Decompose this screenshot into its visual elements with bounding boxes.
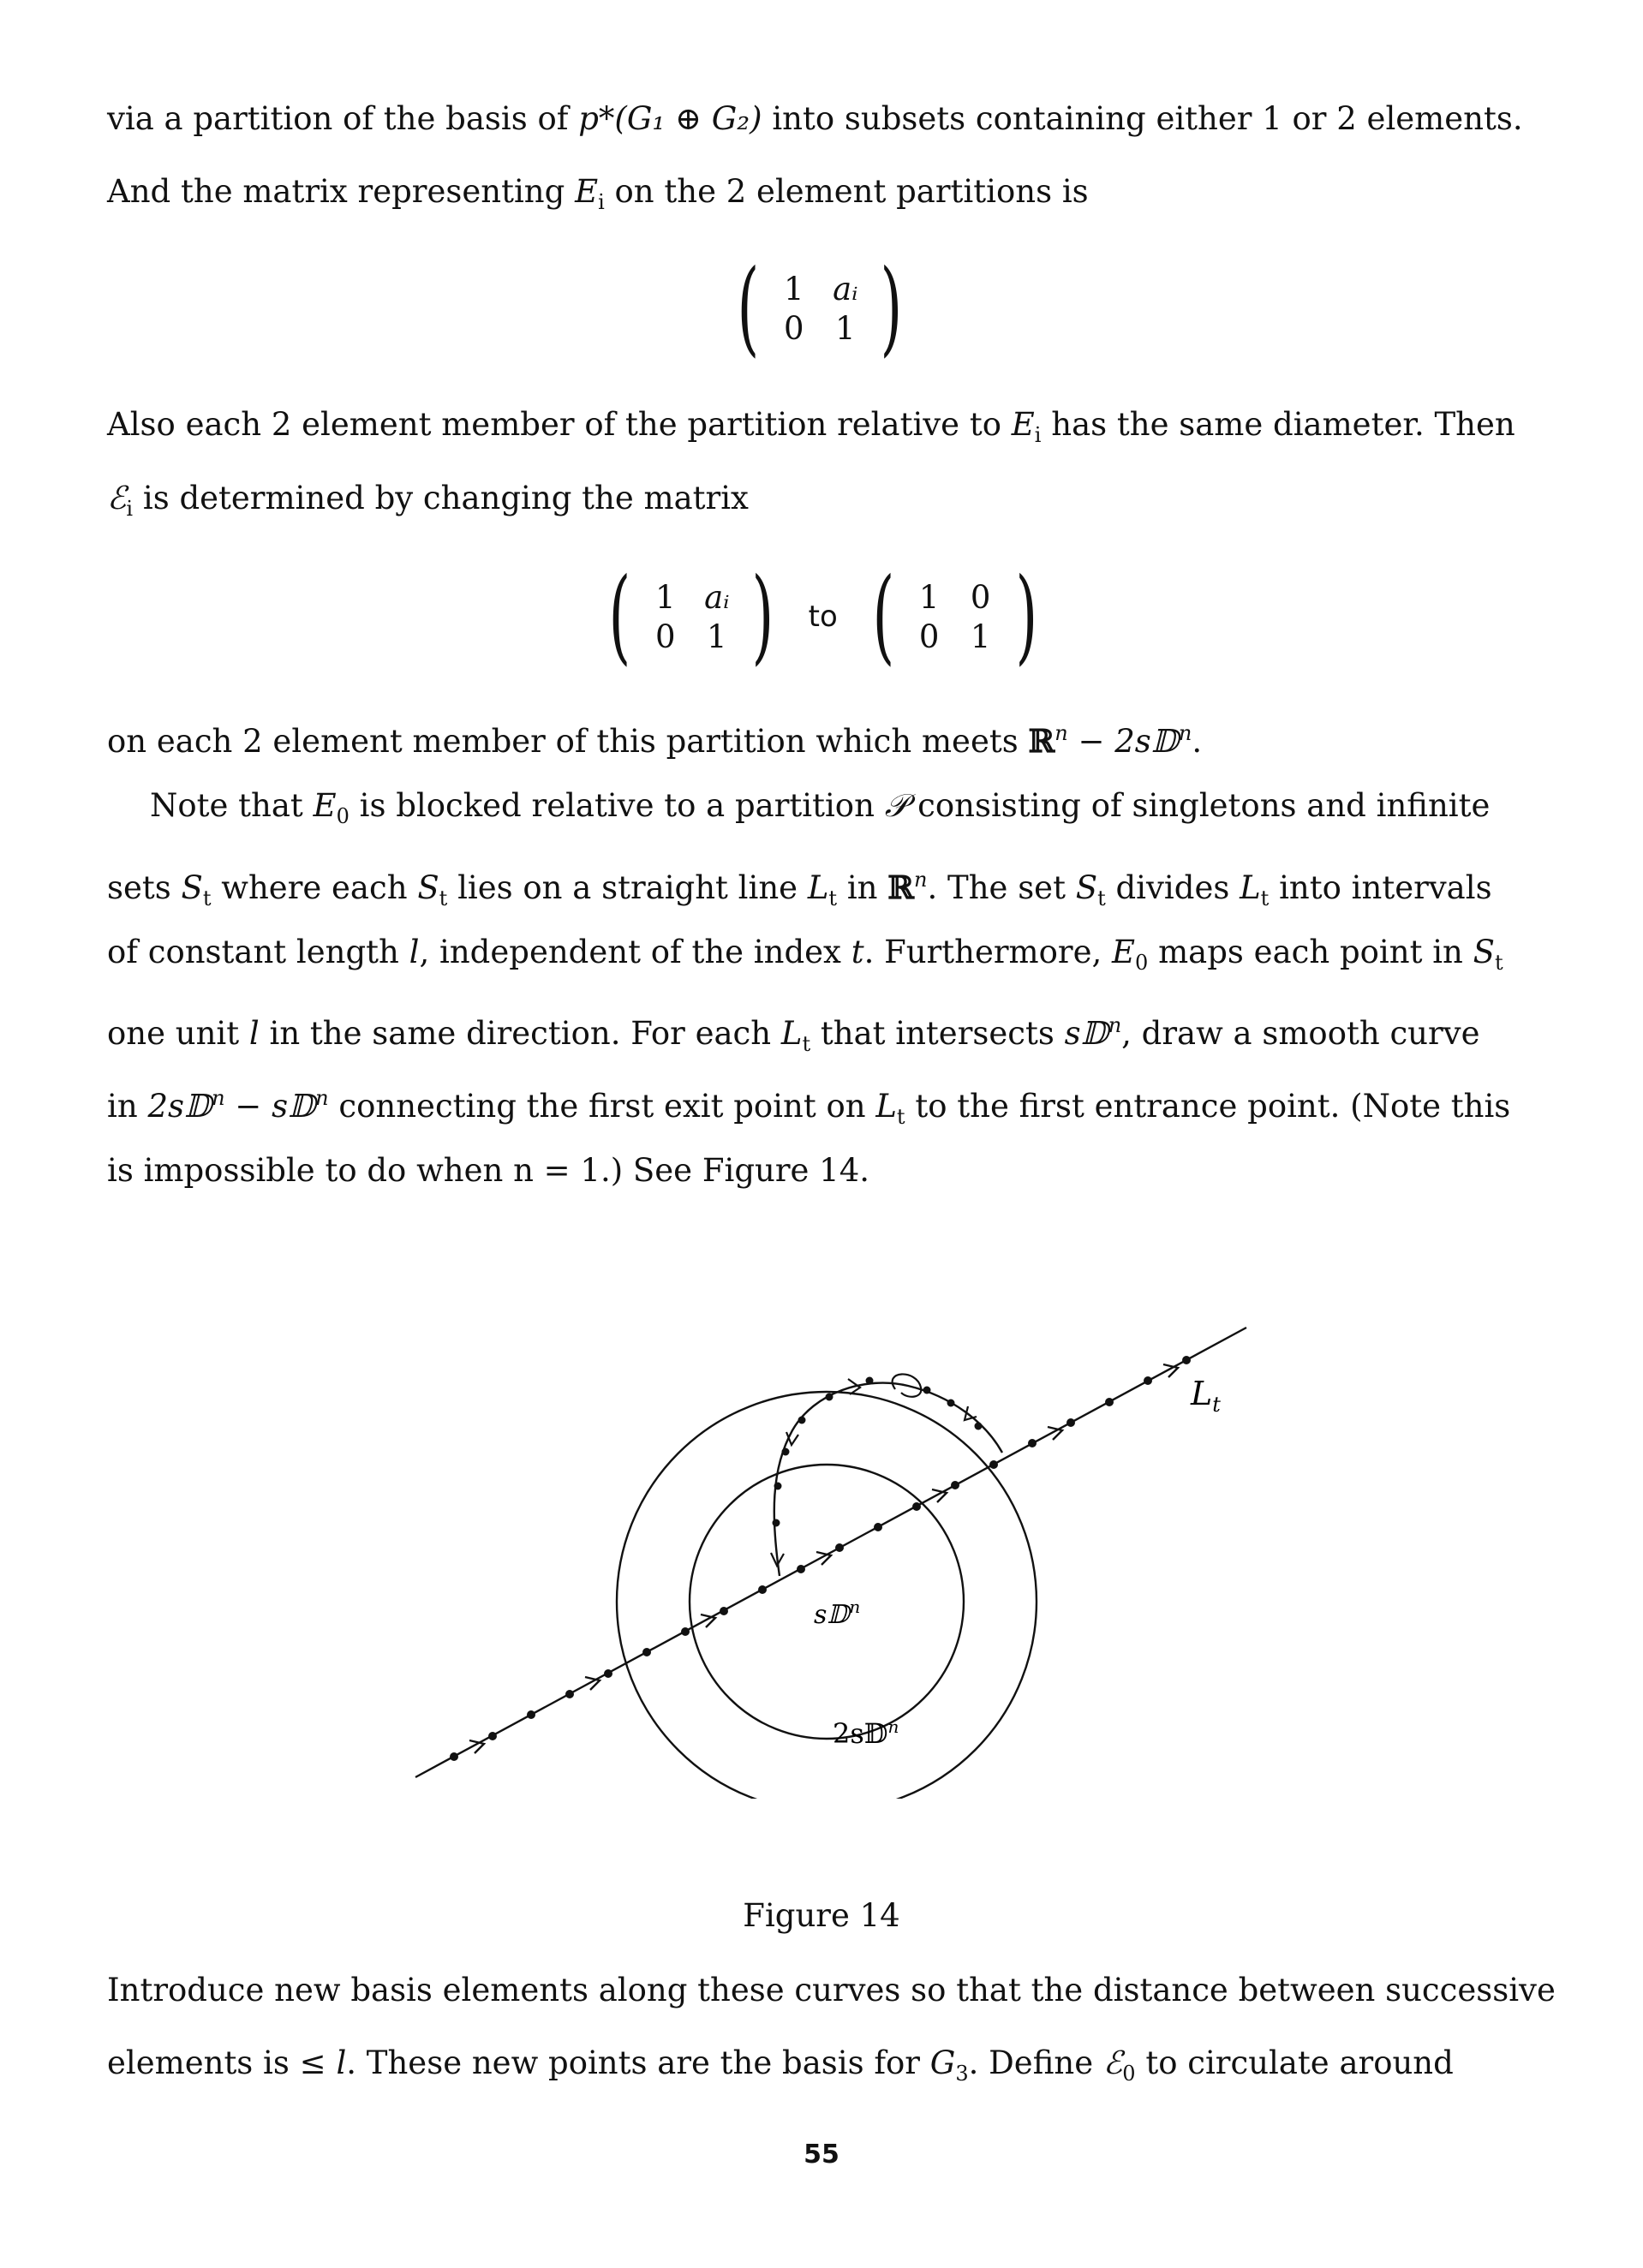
text-run: has the same diameter. Then <box>1051 406 1515 443</box>
figure-14-diagram <box>403 1310 1259 1799</box>
paragraph-line: sets $S_t$ where each $S_t$ lies on a straight line $L_t$ in ℝ$^n$. The set $S_t$ divides $L_t$ into intervals <box>107 868 1492 910</box>
paragraph-line: of constant length l, independent of the index t. Furthermore, $E_0$ maps each point in $S_t$ <box>107 934 1503 975</box>
basis-point <box>1182 1356 1191 1364</box>
text-run: is determined by changing the matrix <box>142 480 749 516</box>
matrix-cell: 1 <box>835 309 856 347</box>
matrix-cell: 1 <box>707 618 727 655</box>
paragraph-line: Introduce new basis elements along these curves so that the distance between successive <box>107 1972 1556 2008</box>
outer-circle <box>617 1392 1037 1799</box>
matrix-grid <box>768 269 871 348</box>
basis-point <box>720 1607 728 1615</box>
basis-point <box>797 1565 805 1573</box>
paragraph-line: is impossible to do when n = 1.) See Figure 14. <box>107 1152 870 1189</box>
basis-point <box>527 1710 535 1719</box>
label-sDn: s𝔻$^n$ <box>814 1597 861 1630</box>
label-2sDn: 2s𝔻$^n$ <box>833 1716 899 1750</box>
matrix-cell: 1 <box>784 270 804 307</box>
basis-point <box>912 1502 921 1511</box>
text-run: Also each 2 element member of the partition relative to <box>107 406 1001 443</box>
paragraph-line <box>107 171 1546 223</box>
curve-points <box>773 1377 983 1527</box>
paragraph-line <box>107 98 1546 140</box>
matrix-cell: aᵢ <box>833 270 858 307</box>
paragraph-line: elements is ≤ l. These new points are the basis for $G_3$. Define ℰ$_0$ to circulate around <box>107 2044 1454 2086</box>
paragraph-line: one unit l in the same direction. For each $L_t$ that intersects s𝔻$^n$, draw a smooth curve <box>107 1013 1480 1056</box>
matrix-cell: 0 <box>918 618 940 655</box>
paragraph-line: on each 2 element member of this partition which meets ℝ$^n$ − 2s𝔻$^n$. <box>107 721 1203 760</box>
arrow-icon <box>965 1406 977 1420</box>
right-paren: ) <box>880 248 903 367</box>
math-expression: p*(G₁ ⊕ G₂) <box>578 100 762 137</box>
figure-caption: Figure 14 <box>743 1897 900 1934</box>
right-paren: ) <box>1015 557 1037 676</box>
matrix-cell: 0 <box>655 618 676 655</box>
page-number: 55 <box>804 2140 839 2170</box>
matrix-transformation <box>600 557 1046 676</box>
basis-point <box>874 1523 882 1531</box>
basis-point <box>1028 1439 1037 1447</box>
basis-point <box>951 1481 959 1489</box>
basis-point <box>604 1669 612 1678</box>
right-paren: ) <box>751 557 774 676</box>
text-run: via a partition of the basis of <box>107 100 569 137</box>
matrix-cell: 1 <box>970 618 991 655</box>
math-Ei: $E_i$ <box>1011 406 1042 447</box>
matrix-cell: 1 <box>655 578 676 616</box>
basis-point <box>1066 1418 1075 1427</box>
text-run: on each 2 element member of this partition which meets <box>107 723 1019 760</box>
paragraph-line <box>107 478 1546 529</box>
basis-point <box>989 1460 998 1469</box>
paragraph-line: Note that $E_0$ is blocked relative to a partition 𝒫 consisting of singletons and infinite <box>150 787 1491 828</box>
basis-point <box>835 1543 844 1552</box>
basis-point <box>681 1627 690 1636</box>
basis-point <box>642 1648 651 1656</box>
math-calEi: ℰ$_i$ <box>107 480 134 521</box>
left-paren: ( <box>872 557 895 676</box>
basis-point <box>1144 1376 1152 1385</box>
matrix-grid <box>904 577 1007 656</box>
paragraph-line: in 2s𝔻$^n$ − s𝔻$^n$ connecting the first exit point on $L_t$ to the first entrance point. (Note this <box>107 1086 1511 1129</box>
paragraph-line <box>107 404 1546 456</box>
matrix-cell: 1 <box>918 578 940 616</box>
to-word: to <box>808 600 838 634</box>
text-run: And the matrix representing <box>107 173 565 210</box>
matrix-cell: 0 <box>970 578 991 616</box>
matrix-grid <box>640 577 743 656</box>
arrow-icon <box>786 1432 798 1445</box>
matrix-cell: 0 <box>784 309 804 347</box>
basis-point <box>758 1585 767 1594</box>
matrix-cell: aᵢ <box>704 578 730 616</box>
basis-point <box>565 1690 574 1698</box>
text-run: on the 2 element partitions is <box>614 173 1089 210</box>
math-Ei: $E_i$ <box>575 173 605 214</box>
left-paren: ( <box>737 248 760 367</box>
basis-point <box>1105 1398 1114 1406</box>
text-run: into subsets containing either 1 or 2 elements. <box>772 100 1523 137</box>
basis-point <box>488 1732 497 1740</box>
basis-point <box>450 1752 458 1761</box>
matrix-display <box>728 248 911 367</box>
left-paren: ( <box>608 557 631 676</box>
label-Lt: $L_t$ <box>1191 1375 1221 1417</box>
